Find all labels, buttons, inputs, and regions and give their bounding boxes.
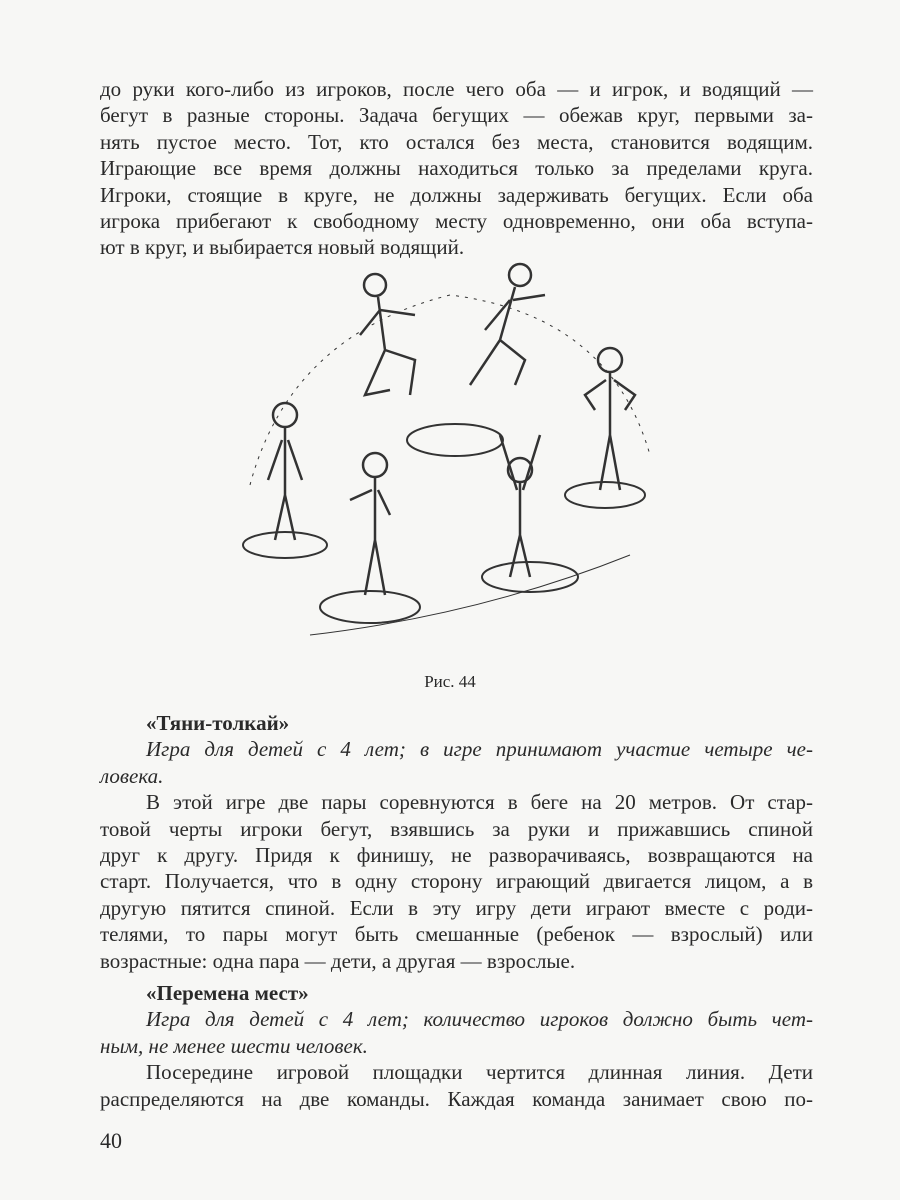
text-line: бегут в разные стороны. Задача бегущих — обежав круг, первыми за-	[100, 103, 813, 128]
running-child	[470, 264, 545, 385]
text-line: Посередине игровой площадки чертится длинная линия. Дети	[146, 1060, 813, 1085]
text-line: товой черты игроки бегут, взявшись за руки и прижавшись спиной	[100, 816, 813, 841]
standing-child	[585, 348, 635, 490]
illustration-children-playing	[230, 255, 670, 650]
section-subtitle: Игра для детей с 4 лет; количество игроков должно быть чет-	[146, 1007, 813, 1032]
section-title: «Тяни-толкай»	[146, 711, 290, 735]
text-line: до руки кого-либо из игроков, после чего оба — и игрок, и водящий —	[100, 77, 813, 101]
text-line: нять пустое место. Тот, кто остался без места, становится водящим.	[100, 129, 813, 154]
text-line: распределяются на две команды. Каждая команда занимает свою по-	[100, 1086, 813, 1111]
standing-child	[350, 453, 390, 595]
standing-child	[268, 403, 302, 540]
circle-spot	[320, 591, 420, 623]
section-subtitle: ловека.	[100, 763, 164, 788]
text-line: В этой игре две пары соревнуются в беге на 20 метров. От стар-	[146, 790, 813, 815]
standing-child	[500, 435, 540, 577]
section-tyani-tolkai	[100, 710, 813, 974]
page-number: 40	[100, 1128, 122, 1153]
text-line: ют в круг, и выбирается новый водящий.	[100, 235, 465, 260]
circle-spot	[407, 424, 503, 456]
section-subtitle: Игра для детей с 4 лет; в игре принимают участие четыре че-	[146, 737, 813, 762]
circle-spot	[565, 482, 645, 508]
text-line: друг к другу. Придя к финишу, не разворачиваясь, возвращаются на	[100, 842, 813, 867]
text-line: игрока прибегают к свободному месту одновременно, они оба вступа-	[100, 208, 813, 233]
circle-spot	[243, 532, 327, 558]
figure-caption: Рис. 44	[424, 672, 476, 691]
top-paragraph	[100, 76, 813, 261]
section-peremena-mest	[100, 980, 813, 1112]
text-line: возрастные: одна пара — дети, а другая — взрослые.	[100, 948, 576, 973]
text-line: Игроки, стоящие в круге, не должны задерживать бегущих. Если оба	[100, 182, 813, 207]
text-line: Играющие все время должны находиться только за пределами круга.	[100, 156, 813, 181]
running-child	[360, 274, 415, 395]
text-line: старт. Получается, что в одну сторону играющий двигается лицом, а в	[100, 869, 813, 894]
section-subtitle: ным, не менее шести человек.	[100, 1033, 368, 1058]
section-title: «Перемена мест»	[146, 981, 309, 1005]
text-line: телями, то пары могут быть смешанные (ребенок — взрослый) или	[100, 922, 813, 947]
text-line: другую пятится спиной. Если в эту игру дети играют вместе с роди-	[100, 895, 813, 920]
